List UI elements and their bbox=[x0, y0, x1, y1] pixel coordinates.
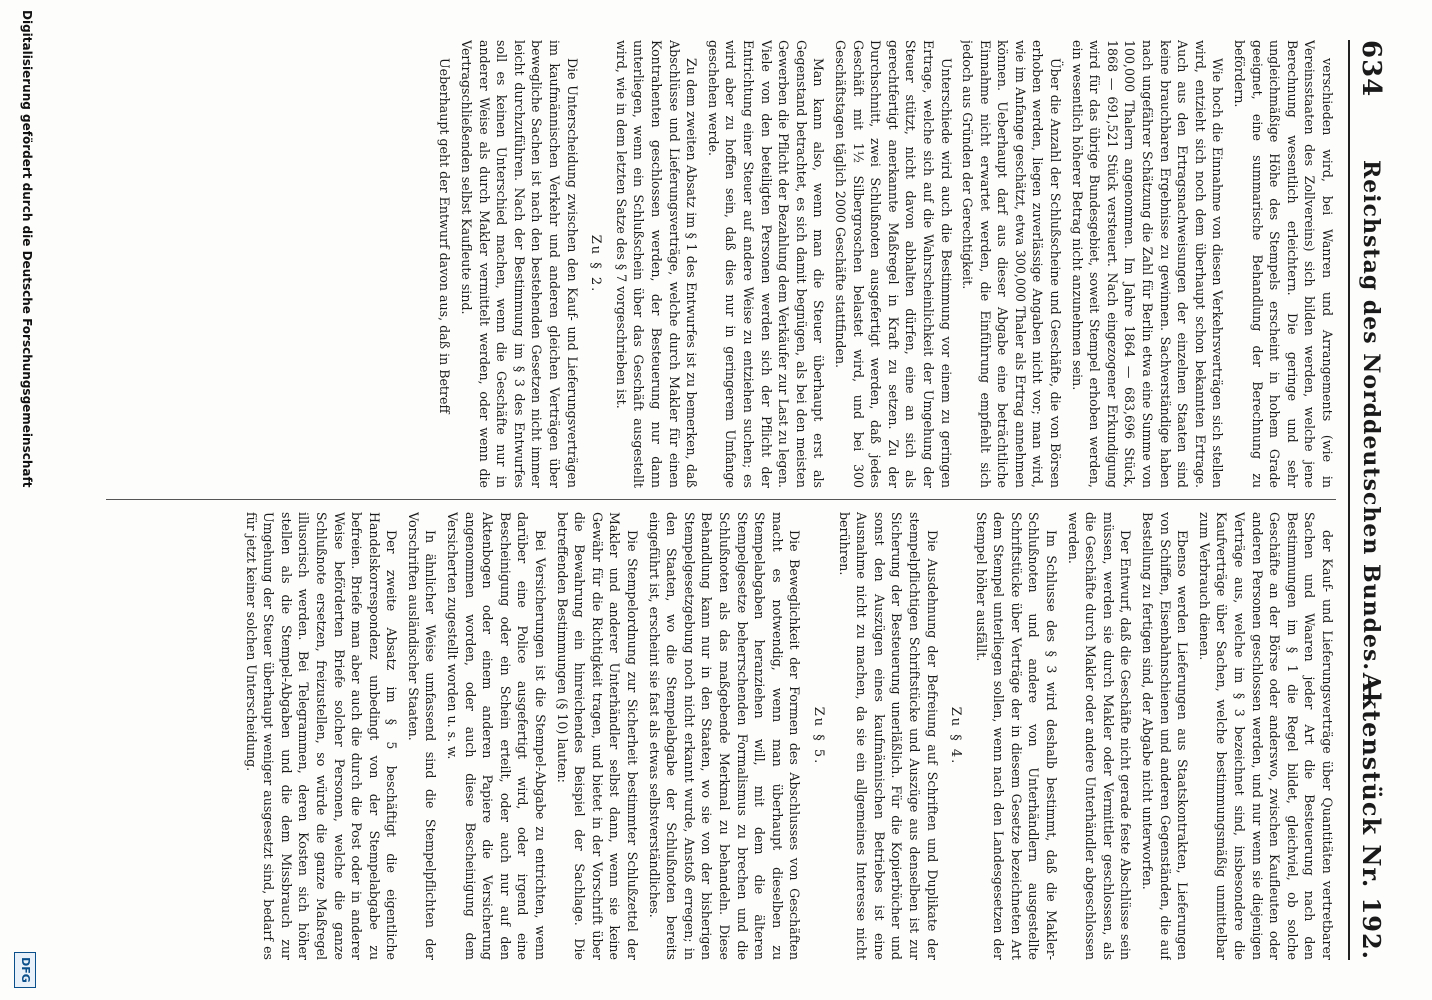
paragraph: Unterschiede wird auch die Bestimmung vor einem zu geringen Ertrage, welche sich auf die Wahrscheinlichkeit der Umgehung der Steuer stützt, nicht davon abhalten dürfen, eine an sich als gerechtfertigt anerkannte Maßregel in Kraft zu setzen. Zu der Durchschnitt, zwei Schlußnoten ausgefertigt werden, daß jedes Geschäft mit 1½ Silbergroschen belastet wird, und bei 300 Geschäftstagen täglich 2000 Geschäfte stattfinden. bbox=[832, 40, 954, 488]
paragraph: Ebenso werden Lieferungen aus Staatskontrakten, Lieferungen von Schiffen, Eisenbahnschienen und anderen Gegenständen, die auf Bestellung zu fertigen sind, der Abgabe nicht unterworfen. bbox=[1140, 512, 1191, 960]
left-column bbox=[106, 40, 1336, 488]
paragraph: Die Ausdehnung der Befreiung auf Schriften und Duplikate der stempelpflichtigen Schriftstücke und Auszüge aus denselben ist zur Sicherung der Besteuerung unerläßlich. Für die Kopierbücher und sonst den Auszügen eines kaufmännischen Betriebes ist eine Ausnahme nicht zu machen, da sie ein allgemeines Interesse nicht berühren. bbox=[836, 512, 940, 960]
paragraph: Der zweite Absatz im § 5 beschäftigt die eigentliche Handelskorrespondenz unbedingt von der Stempelabgabe zu befreien. Briefe man aber auch die durch die Post oder in anderer Weise beförderten Briefe solcher Personen, welche die ganze Schlußnote ersetzen, freizustellen, so würde die ganze Maßregel illusorisch werden. Bei Telegrammen, deren Kosten sich höher stellen als die Stempel-Abgaben und die dem Missbrauch zur Umgehung der Steuer überhaupt weniger ausgesetzt sind, bedarf es für jetzt keiner solchen Unterscheidung. bbox=[243, 512, 400, 960]
paragraph: Die Beweglichkeit der Formen des Abschlusses von Geschäften macht es notwendig, wenn man überhaupt dieselben zu Stempelabgaben heranziehen will, mit dem die älteren Stempelgesetze beherrschenden Formalismus zu brechen und die Schlußnoten als das maßgebende Merkmal zu behandeln. Diese Behandlung kann nur in den Staaten, wo sie von der bisherigen Stempelgesetzgebung noch nicht erkannt wurde, Anstoß erregen; in den Staaten, wo die Stempelabgabe der Schlußnoten bereits eingeführt ist, erscheint sie fast als etwas selbstverständliches. bbox=[646, 512, 803, 960]
section-heading-zu-4: Zu § 4. bbox=[948, 706, 964, 766]
paragraph: der Kauf- und Lieferungsverträge über Quantitäten vertretbarer Sachen und Waaren jeder Art die Besteuerung nach den Bestimmungen im § 1 die Regel bildet, gleichviel, ob solche Geschäfte an der Börse oder anderswo, zwischen Kaufleuten oder anderen Personen geschlossen werden, und nur wenn sie diejenigen Verträge aus, welche im § 3 bezeichnet sind, insbesondere die Kaufverträge über Sachen, welche bestimmungsmäßig unmittelbar zum Verbrauch dienen. bbox=[1196, 512, 1335, 960]
section-heading-zu-5: Zu § 5. bbox=[810, 706, 826, 766]
running-head: Reichstag des Norddeutschen Bundes. — bbox=[1358, 160, 1384, 703]
paragraph: Die Stempelordnung zur Sicherheit bestimmter Schlußzettel der Makler und anderer Unterhändler selbst dann, wenn sie keine Gewähr für die Richtigkeit tragen, und bietet in der Vorschrift über die Bewahrung ein hinreichendes Beispiel der Sachlage. Die betreffenden Bestimmungen (§ 10) lauten: bbox=[554, 512, 641, 960]
page-header bbox=[1348, 40, 1390, 960]
paragraph: Zu dem zweiten Absatz im § 1 des Entwurfes ist zu bemerken, daß Abschlüsse und Lieferungsverträge, welche durch Makler für einen Kontrahenten geschlossen werden, der Besteuerung nur dann unterliegen, wenn ein Schlußschein über das Geschäft ausgestellt wird, wie in dem letzten Satze des § 7 vorgeschrieben ist. bbox=[613, 40, 700, 488]
paragraph: Im Schlusse des § 3 wird deshalb bestimmt, daß die Makler-Schlußnoten und andere von Unterhändlern ausgestellte Schriftstücke über Verträge der in diesem Gesetze bezeichneten Art dem Stempel unterliegen sollen, wenn nach den Landesgesetzen der Stempel höher ausfällt. bbox=[973, 512, 1060, 960]
paragraph: Wie hoch die Einnahme von diesen Verkehrsverträgen sich stellen wird, entzieht sich noch dem überhaupt schon bekannten Ertrage. Auch aus den Ertragsnachweisungen der einzelnen Staaten sind keine brauchbaren Ergebnisse zu gewinnen. Sachverständige haben nach ungefährer Schätzung die Zahl für Berlin etwa eine Summe von 100,000 Thalern angenommen. Im Jahre 1864 — 683,696 Stück, 1868 — 691,521 Stück versteuert. Nach eingezogener Erkundigung wird für das übrige Bundesgebiet, soweit Stempel erhoben werden, ein wesentlich höherer Betrag nicht anzunehmen sein. bbox=[1069, 40, 1226, 488]
dfg-logo-icon: DFG bbox=[14, 952, 36, 988]
section-heading-zu-2: Zu § 2. bbox=[588, 234, 604, 294]
column-divider bbox=[106, 499, 1336, 500]
paragraph: Bei Versicherungen ist die Stempel-Abgabe zu entrichten, wenn darüber eine Police ausgefertigt wird, oder irgend eine Bescheinigung oder ein Schein erteilt, oder auch nur auf den Aktenbogen oder einem anderen Papiere die Versicherung angenommen worden, oder auch diese Bescheinigung dem Versicherten zugestellt worden u. s. w. bbox=[445, 512, 549, 960]
paragraph: verschieden wird, bei Wanren und Arrangements (wie in Vereinsstaaten des Zollvereins) sich bilden werden, welche jene Berechnung wesentlich erleichtern. Die geringe und sehr ungleichmäßige Höhe des Stempels erscheint in hohem Grade geeignet, eine summarische Behandlung der Berechnung zu befördern. bbox=[1232, 40, 1335, 488]
page-number: 634 bbox=[1356, 40, 1386, 98]
paragraph: Über die Anzahl der Schlußscheine und Geschäfte, die von Börsen erhoben werden, liegen zuverlässige Angaben nicht vor; man wird, wie im Anfange geschätzt, etwa 300,000 Thaler als Ertrag annehmen können. Ueberhaupt darf aus dieser Abgabe eine beträchtliche Einnahme nicht erwartet werden, die Einführung empfiehlt sich jedoch aus Gründen der Gerechtigkeit. bbox=[960, 40, 1064, 488]
paragraph: Der Entwurf, daß die Geschäfte nicht gerade feste Abschlüsse sein müssen, werden sie durch Makler oder Vermittler geschlossen, als die Geschäfte durch Makler oder andere Unterhändler abgeschlossen werden. bbox=[1065, 512, 1134, 960]
paragraph: Die Unterscheidung zwischen den Kauf- und Lieferungsverträgen im kaufmännischen Verkehr und anderen gleichen Verträgen über bewegliche Sachen ist nach den bestehenden Gesetzen nicht immer leicht durchzuführen. Nach der Bestimmung im § 3 des Entwurfes soll es keinen Unterschied machen, wenn die Geschäfte nur in anderer Weise als durch Makler vermittelt werden, oder wenn die Vertragschließenden selbst Kaufleute sind. bbox=[459, 40, 580, 488]
digitization-footer bbox=[16, 10, 34, 990]
right-column bbox=[106, 512, 1336, 960]
digitization-note: Digitalisierung gefördert durch die Deutsche Forschungsgemeinschaft bbox=[20, 10, 34, 488]
paragraph: Ueberhaupt geht der Entwurf davon aus, daß in Betreff bbox=[437, 58, 453, 414]
paragraph: In ähnlicher Weise umfassend sind die Stempelpflichten der Vorschriften ausländischer Staaten. bbox=[405, 512, 439, 960]
document-number: Aktenstück Nr. 192. bbox=[1357, 672, 1386, 960]
paragraph: Man kann also, wenn man die Steuer überhaupt erst als Gegenstand betrachtet, es sich damit begnügen, als bei den meisten Gewerben die Pflicht der Bezahlung dem Verkäufer zur Last zu legen. Viele von den beteiligten Personen werden sich der Pflicht der Entrichtung einer Steuer auf andere Weise zu entziehen suchen; es wird aber zu hoffen sein, daß dies nur in geringerem Umfange geschehen werde. bbox=[705, 40, 827, 488]
